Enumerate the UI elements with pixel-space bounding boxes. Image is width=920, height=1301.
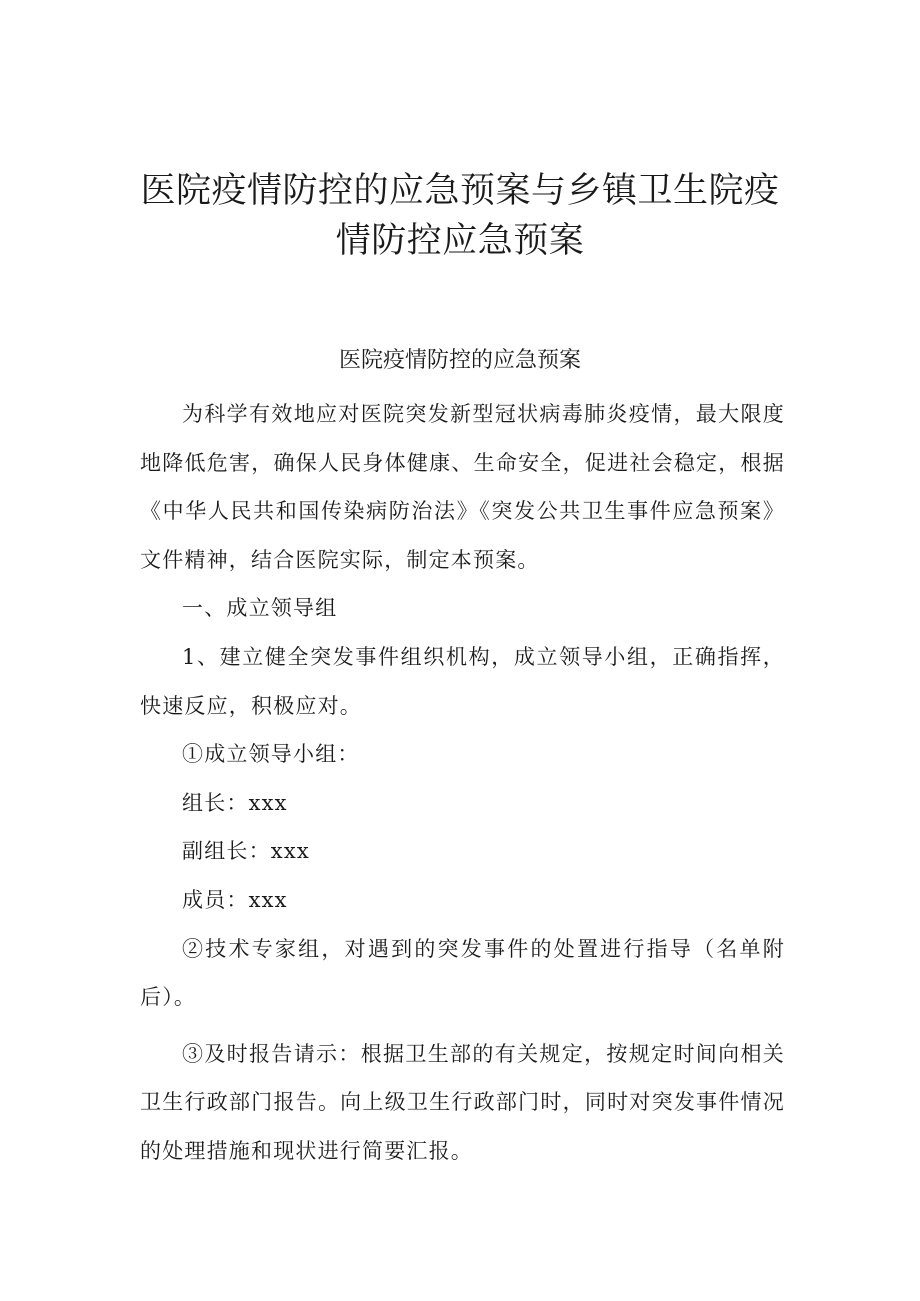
paragraph-group-leader: 组长：xxx [182, 790, 288, 815]
paragraph-deputy-leader: 副组长：xxx [182, 839, 310, 864]
paragraph-members: 成员：xxx [182, 887, 288, 912]
paragraph-item-1: 1、建立健全突发事件组织机构，成立领导小组，正确指挥，快速反应，积极应对。 [140, 644, 785, 718]
document-title-line-2: 情防控应急预案 [335, 221, 585, 261]
paragraph-intro: 为科学有效地应对医院突发新型冠状病毒肺炎疫情，最大限度地降低危害，确保人民身体健康、生命安全，促进社会稳定，根据《中华人民共和国传染病防治法》《突发公共卫生事件应急预案》文件精神，结合医院实际，制定本预案。 [140, 402, 785, 572]
paragraph-gap [140, 1022, 785, 1030]
document-title-line-1: 医院疫情防控的应急预案与乡镇卫生院疫 [140, 171, 780, 211]
paragraph-subitem-3: ③及时报告请示：根据卫生部的有关规定，按规定时间向相关卫生行政部门报告。向上级卫生行政部门时，同时对突发事件情况的处理措施和现状进行简要汇报。 [140, 1041, 785, 1163]
document-body [140, 390, 785, 1176]
section-title: 医院疫情防控的应急预案 [338, 348, 581, 373]
paragraph-heading-leadership: 一、成立领导组 [182, 596, 338, 621]
paragraph-subitem-2: ②技术专家组，对遇到的突发事件的处置进行指导（名单附后）。 [140, 936, 785, 1010]
paragraph-subitem-1: ①成立领导小组： [182, 742, 360, 767]
